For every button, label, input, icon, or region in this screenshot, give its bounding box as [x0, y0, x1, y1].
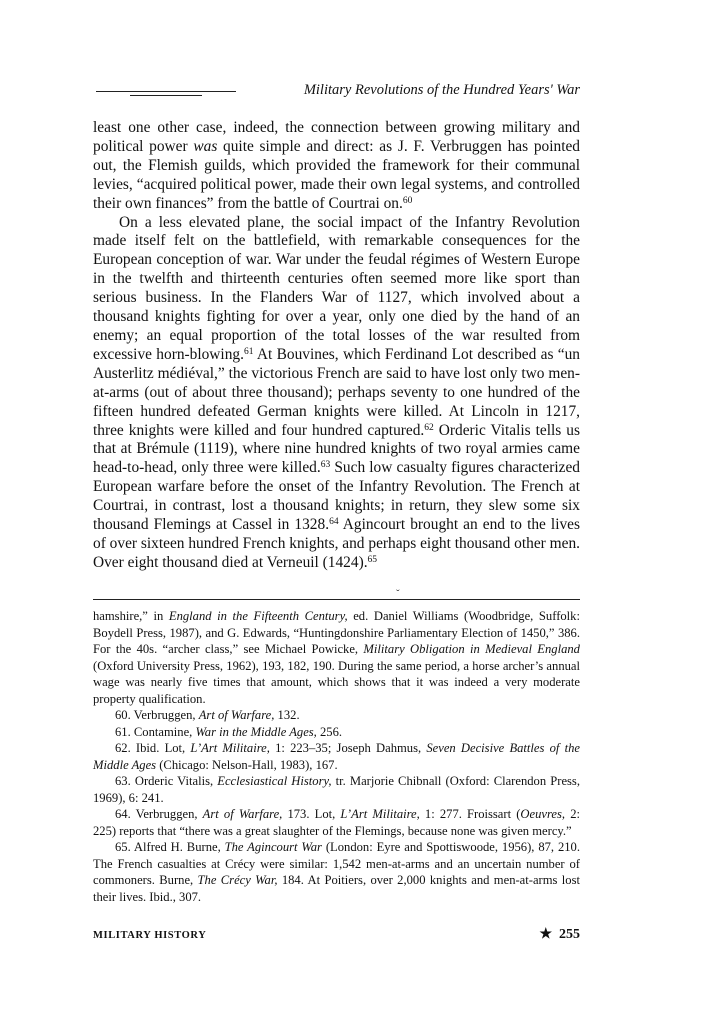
title-run: Seven Decisive Battles of the Middle Ages — [93, 741, 580, 772]
text-run: 2: 225) reports that “there was a great slaughter of the Flemings, because none was given mercy.” — [93, 807, 581, 838]
text-run: 64. Verbruggen, — [115, 807, 203, 821]
title-run: The Crécy War, — [197, 873, 278, 887]
title-run: Ecclesiastical History, — [217, 774, 332, 788]
title-run: L’Art Militaire, — [190, 741, 270, 755]
text-run: (Chicago: Nelson-Hall, 1983), 167. — [156, 757, 338, 772]
text-run: At Bouvines, which Ferdinand Lot described as “un Austerlitz médiéval,” the victorious French are said to have lost only two men-at-arms (out of about three thousand); perhaps seventy to one hundred of the fifteen hundred defeated German knights were killed. At Lincoln in 1217, three knights were killed and four hundred captured. — [93, 345, 580, 439]
text-run: (London: Eyre and Spottiswoode, 1956), 87, 210. The French casualties at Crécy were similar: 1,542 men-at-arms and an uncertain number of commoners. Burne, — [93, 840, 580, 887]
paragraph-2 — [93, 214, 580, 573]
footnote-ref-60[interactable]: 60 — [402, 195, 413, 206]
footnote-62 — [93, 740, 580, 773]
text-run: 60. Verbruggen, — [115, 708, 199, 722]
text-run: 184. At Poitiers, over 2,000 knights and men-at-arms lost their lives. Ibid., 307. — [93, 873, 580, 904]
header-rule-long — [96, 91, 236, 92]
text-run: 61. Contamine, — [115, 724, 196, 739]
text-run: Agincourt brought an end to the lives of over sixteen hundred French knights, and perhaps eight thousand other men. Over eight thousand died at Verneuil (1424). — [93, 516, 580, 571]
title-run: L’Art Militaire, — [340, 807, 420, 821]
journal-name: MILITARY HISTORY — [93, 930, 207, 941]
text-run: 256. — [316, 724, 343, 739]
title-run: War in the Middle Ages, — [195, 724, 317, 739]
footnote-64 — [93, 806, 580, 839]
text-run: Orderic Vitalis tells us that at Brémule (1119), where nine hundred knights of two royal armies came head-to-head, only three were killed. — [93, 421, 580, 477]
text-run: least one other case, indeed, the connection between growing military and political power — [93, 119, 580, 155]
text-run: 1: 277. Froissart ( — [419, 807, 521, 821]
text-run: (Oxford University Press, 1962), 193, 182, 190. During the same period, a horse archer’s annual wage was nearly five times that amount, which shows that it was indeed a very moderate property qualification. — [93, 658, 580, 706]
text-run: quite simple and direct: as J. F. Verbruggen has pointed out, the Flemish guilds, which provided the framework for their communal levies, “acquired political power, made their own legal systems, and controlled their own finances” from the battle of Courtrai on. — [93, 137, 580, 212]
emphasis: was — [193, 137, 218, 155]
title-run: England in the Fifteenth Century, — [168, 609, 348, 623]
footnote-60 — [93, 707, 580, 724]
tick-mark: ˇ — [396, 588, 400, 600]
footnote-ref-62[interactable]: 62 — [424, 422, 434, 433]
text-run: 173. Lot, — [282, 807, 341, 821]
running-head: Military Revolutions of the Hundred Years' War — [303, 82, 580, 98]
footnote-ref-63[interactable]: 63 — [320, 460, 331, 471]
title-run: Oeuvres, — [520, 807, 566, 821]
footnote-65 — [93, 839, 580, 905]
text-run: On a less elevated plane, the social impact of the Infantry Revolution made itself felt on the battlefield, with remarkable consequences for the European conception of war. War under the feudal régimes of Western Europe in the twelfth and thirteenth centuries often seemed more like sport than serious business. In the Flanders War of 1127, which involved about a thousand knights fighting for over a year, only one died by the hand of an enemy; an equal proportion of the total losses of the war resulted from excessive horn-blowing. — [93, 213, 580, 363]
title-run: Art of Warfare, — [202, 807, 283, 821]
text-run: 132. — [274, 708, 300, 722]
footnote-ref-65[interactable]: 65 — [367, 554, 378, 565]
star-icon: ★ — [539, 927, 552, 942]
footnotes — [93, 608, 580, 905]
page-number-block — [539, 926, 580, 943]
main-text — [93, 119, 580, 573]
footnote-continued — [93, 608, 580, 707]
text-run: 1: 223–35; Joseph Dahmus, — [269, 741, 427, 755]
page-header — [96, 82, 580, 102]
text-run: 63. Orderic Vitalis, — [115, 774, 218, 788]
footnote-ref-61[interactable]: 61 — [243, 346, 254, 357]
text-run: Such low casualty figures characterized European warfare before the onset of the Infantry Revolution. The French at Courtrai, in contrast, lost a thousand knights; in return, they slew some six thousand Flemings at Cassel in 1328. — [93, 459, 580, 534]
footnote-separator — [93, 599, 580, 600]
title-run: The Agincourt War — [224, 840, 322, 854]
page-number: 255 — [559, 927, 580, 942]
title-run: Art of Warfare, — [198, 708, 275, 722]
footnote-61 — [93, 724, 580, 741]
footnote-ref-64[interactable]: 64 — [329, 517, 339, 528]
text-run: 65. Alfred H. Burne, — [115, 840, 225, 854]
paragraph-1 — [93, 119, 580, 214]
title-run: Military Obligation in Medieval England — [363, 642, 580, 656]
text-run: 62. Ibid. Lot, — [115, 741, 191, 755]
header-rule-short — [130, 95, 202, 96]
text-run: ed. Daniel Williams (Woodbridge, Suffolk: Boydell Press, 1987), and G. Edwards, “Huntingdonshire Parliamentary Election of 1450,” 386. For the 40s. “archer class,” see Michael Powicke, — [93, 609, 580, 656]
footnote-63 — [93, 773, 580, 806]
text-run: hamshire,” in — [93, 609, 169, 623]
text-run: tr. Marjorie Chibnall (Oxford: Clarendon Press, 1969), 6: 241. — [93, 774, 580, 805]
